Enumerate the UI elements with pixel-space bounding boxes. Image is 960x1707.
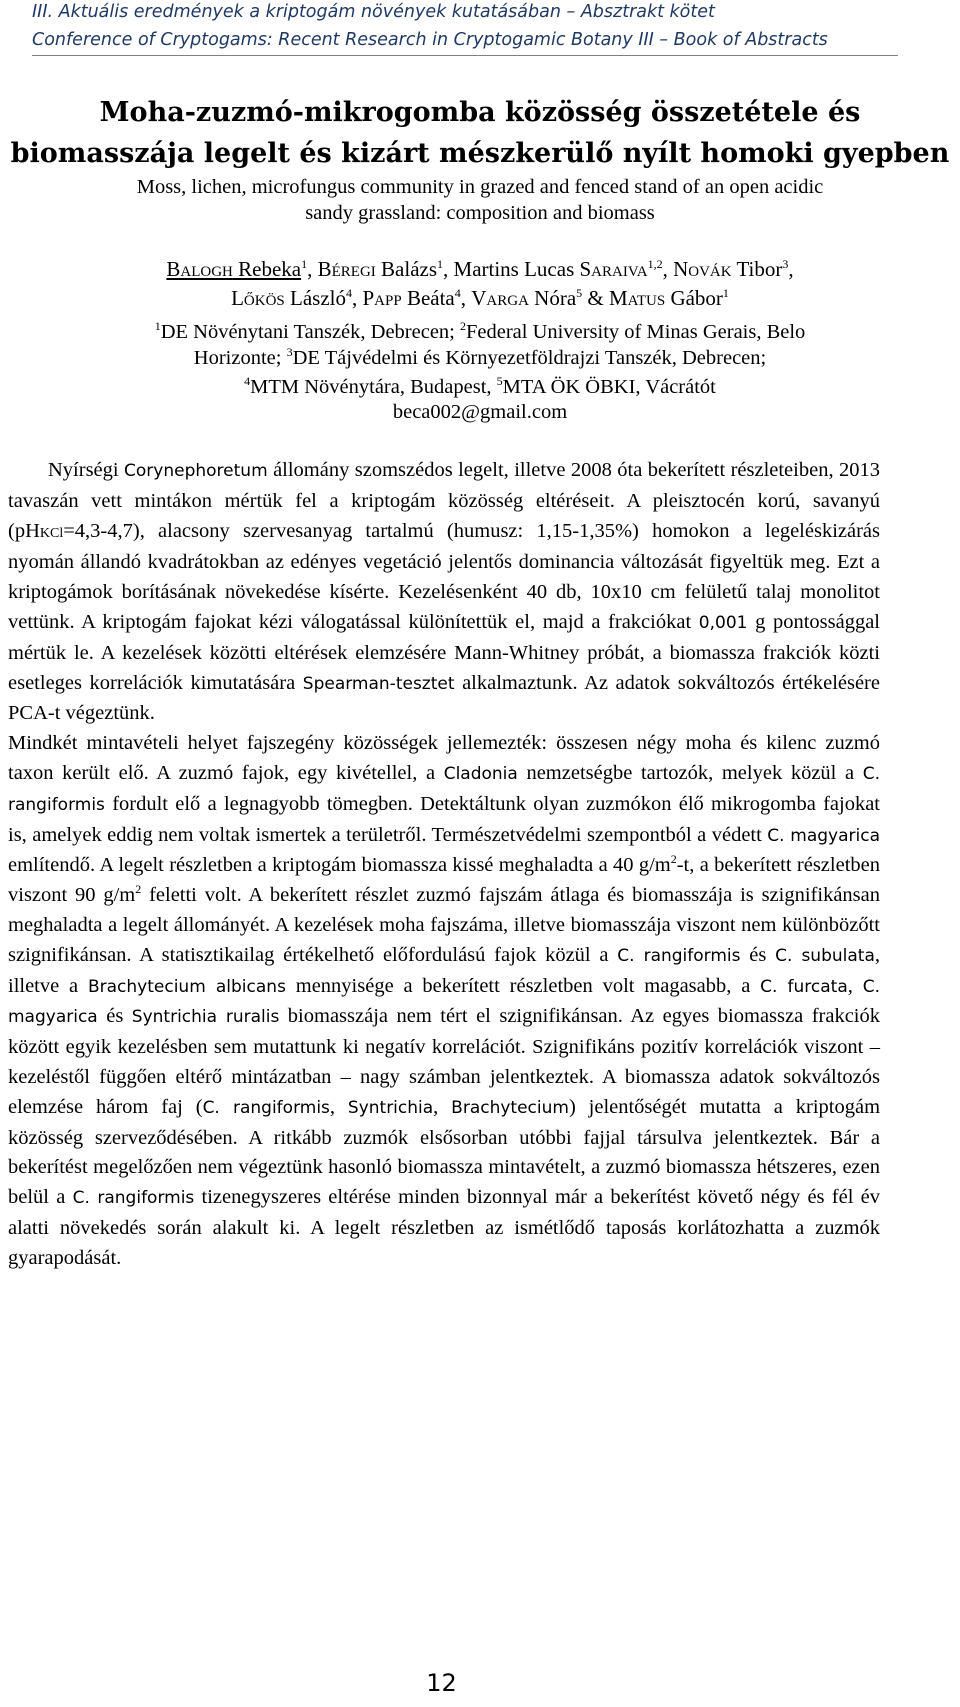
abstract-paragraph-1 — [8, 456, 880, 729]
running-header-hu: III. Aktuális eredmények a kriptogám növények kutatásában – Absztrakt kötet — [32, 2, 715, 22]
author-given-name: Rebeka — [232, 257, 302, 281]
author-surname: Béregi — [317, 257, 376, 281]
affiliations-line-3 — [0, 373, 960, 401]
contact-email: beca002@gmail.com — [392, 401, 568, 423]
affiliation-mark: 4 — [345, 286, 352, 300]
abstract-text: állomány szomszédos legelt, illetve 2008 óta bekerített részleteiben, 2013 tavaszán vett mintákon mértük fel a kriptogám közösség eltéréseit. A pleisztocén korú, savanyú (pH — [8, 459, 880, 542]
abstract-text: , illetve a — [8, 943, 880, 997]
taxon-name: Cladonia — [443, 763, 518, 784]
abstract-text: =4,3-4,7), alacsony szervesanyag tartalmú (humusz: 1,15-1,35%) homokon a legeléskizárás nyomán állandó kvadrátokban az edényes vegetáció jelentős dominancia változását figyeltük meg. Ezt a kriptogámok borításának növekedése kísérte. Kezelésenként 40 db, 10x10 cm felületű talaj monolitot vettünk. A kriptogám fajokat kézi válogatással különítettük el, majd a frakciókat — [8, 519, 880, 633]
title-en-line-2: sandy grassland: composition and biomass — [305, 202, 655, 224]
abstract-text: feletti volt. A bekerített részlet zuzmó fajszám átlaga és biomasszája is szignifikánsan meghaladta a legelt állományét. A kezelések moha fajszáma, illetve biomasszája viszont nem különbözőtt szignifikánsan. A statisztikailag értékelhető előfordulású fajok közül a — [8, 884, 880, 966]
abstract-text: g pontossággal mértük le. A kezelések közötti eltérések elemzésére Mann-Whitney próbát, a biomassza frakciók közti esetleges korrelációk kimutatására — [8, 610, 881, 694]
taxon-name: Brachytecium albicans — [87, 976, 286, 997]
abstract-text: Mindkét mintavételi helyet fajszegény közösségek jellemezték: összesen négy moha és kilenc zuzmó taxon került elő. A zuzmó fajok, egy kivétellel, a — [8, 732, 880, 784]
abstract-text: említendő. A legelt részletben a kriptogám biomassza kissé meghaladta a 40 g/m — [8, 854, 671, 877]
title-hu-line-1: Moha-zuzmó-mikrogomba közösség összetétele és — [99, 97, 861, 128]
affiliation-mark: 5 — [496, 374, 503, 388]
superscript: 2 — [670, 852, 677, 867]
taxon-name: C. rangiformis — [72, 1188, 195, 1209]
abstract-text: nemzetségbe tartozók, melyek közül a — [517, 761, 863, 784]
author-list-line-1: Balogh Rebeka$^1$, Béregi Balázs$^1$, Martins Lucas Saraiva$^{1,2}$, Novák Tibor$^3$, — [166, 257, 794, 281]
author-surname: Novák — [673, 257, 732, 281]
affiliations-line-2 — [0, 344, 960, 372]
author-list-line-2: Lőkös László$^4$, Papp Beáta$^4$, Varga Nóra$^5$ & Matus Gábor$^1$ — [231, 286, 729, 310]
taxon-name: C. furcata — [760, 976, 848, 997]
affiliation-text: DE Növénytani Tanszék, Debrecen; — [160, 321, 460, 343]
abstract-text: ) jelentőségét mutatta a kriptogám közösség szerveződésében. A ritkább zuzmók elsősorban utóbbi fajjal társulva jelentkeztek. Bár a bekerítést megelőzően nem végeztünk hasonló biomassza mintavételt, a zuzmó biomassza hétszeres, ezen belül a — [8, 1095, 881, 1209]
author-given-name: Beáta — [401, 286, 455, 310]
subscript-kcl: KCl — [39, 525, 64, 541]
abstract-paragraph-2 — [8, 729, 880, 1273]
affiliation-mark: 4 — [454, 286, 461, 300]
abstract-text: , — [329, 1095, 348, 1118]
affiliation-mark: 1 — [154, 319, 161, 333]
author-given-name: László — [284, 286, 346, 310]
abstract-text: tizenegyszeres eltérése minden bizonnyal már a bekerítést követő négy és fél év alatti növekedés során alakult ki. A legelt részletben az ismétlődő taposás korlátozhatta a zuzmók gyarapodását. — [8, 1186, 880, 1269]
affiliation-text: Federal University of Minas Gerais, Belo — [466, 321, 806, 343]
abstract-text: , — [433, 1095, 452, 1118]
affiliation-mark: 1 — [301, 257, 308, 271]
taxon-name: C. subulata — [775, 945, 875, 966]
affiliation-text: Horizonte; — [193, 347, 287, 369]
author-given-name: Martins Lucas — [453, 257, 580, 281]
affiliation-mark: 4 — [244, 374, 251, 388]
taxon-name: C. rangiformis — [202, 1097, 330, 1118]
author-given-name: Tibor — [731, 257, 783, 281]
author-given-name: Balázs — [375, 257, 438, 281]
taxon-name: C. rangiformis — [8, 763, 881, 815]
affiliation-mark: 2 — [460, 319, 466, 333]
taxon-name: Corynephoretum — [124, 461, 268, 481]
affiliation-text: DE Tájvédelmi és Környezetföldrajzi Tanszék, Debrecen; — [292, 347, 767, 369]
affiliation-mark: 1,2 — [647, 257, 663, 271]
abstract-text: mennyisége a bekerített részletben volt magasabb, a — [285, 974, 761, 997]
ampersand: & — [582, 286, 609, 310]
affiliation-mark: 3 — [782, 257, 789, 271]
author-surname: Saraiva — [579, 257, 648, 281]
author-given-name: Gábor — [665, 286, 723, 310]
abstract-body — [8, 456, 880, 1274]
superscript: 2 — [135, 882, 142, 897]
abstract-text: alkalmaztunk. Az adatok sokváltozós értékelésére PCA-t végeztünk. — [8, 671, 880, 725]
page-number: 12 — [426, 1669, 457, 1697]
affiliation-mark: 5 — [576, 286, 583, 300]
abstract-text: , — [847, 974, 863, 997]
taxon-name: C. magyarica — [767, 825, 880, 846]
affiliation-text: MTA ÖK ÖBKI, Vácrátót — [502, 376, 716, 398]
taxon-name: C. rangiformis — [617, 945, 741, 966]
affiliations-line-1 — [0, 318, 960, 346]
abstract-text: és — [740, 943, 776, 966]
abstract-text: biomasszája nem tért el szignifikánsan. Az egyes biomassza frakciók között egyik kezelésben sem mutattunk ki negatív korrelációt. Szignifikáns pozitív korrelációk viszont – kezeléstől függően eltérő mintázatban – nagy számban jelentkeztek. A biomassza adatok sokváltozós elemzése három faj ( — [8, 1005, 880, 1118]
author-given-name: Nóra — [528, 286, 577, 310]
author-surname: Varga — [471, 286, 529, 310]
taxon-name: Syntrichia ruralis — [131, 1007, 280, 1028]
author-surname: Matus — [609, 286, 666, 310]
taxon-name: C. magyarica — [8, 976, 880, 1028]
affiliation-mark: 3 — [286, 345, 293, 359]
title-en-line-1: Moss, lichen, microfungus community in grazed and fenced stand of an open acidic — [136, 176, 824, 198]
author-surname: Papp — [362, 286, 402, 310]
affiliation-mark: 1 — [722, 286, 729, 300]
numeric-value: 0,001 — [698, 612, 748, 633]
header-rule — [32, 55, 898, 56]
presenting-author — [166, 257, 301, 281]
taxon-name: Brachytecium — [451, 1097, 569, 1118]
affiliation-mark: 1 — [437, 257, 444, 271]
test-name: Spearman-tesztet — [302, 673, 455, 694]
abstract-text: -t, a bekerített részletben viszont 90 g/m — [8, 854, 880, 907]
title-hu-line-2: biomasszája legelt és kizárt mészkerülő nyílt homoki gyepben — [10, 138, 950, 169]
abstract-text: fordult elő a legnagyobb tömegben. Detektáltunk olyan zuzmókon élő mikrogomba fajokat is, amelyek eddig nem voltak ismertek a területről. Természetvédelmi szempontból a védett — [8, 792, 880, 846]
abstract-text: Nyírségi — [48, 459, 125, 481]
running-header-en: Conference of Cryptogams: Recent Research in Cryptogamic Botany III – Book of Abstracts — [32, 30, 828, 50]
taxon-name: Syntrichia — [347, 1097, 434, 1118]
affiliation-text: MTM Növénytára, Budapest, — [250, 376, 497, 398]
author-surname: Balogh — [166, 257, 233, 281]
abstract-text: és — [97, 1005, 132, 1028]
author-surname: Lőkös — [231, 286, 285, 310]
